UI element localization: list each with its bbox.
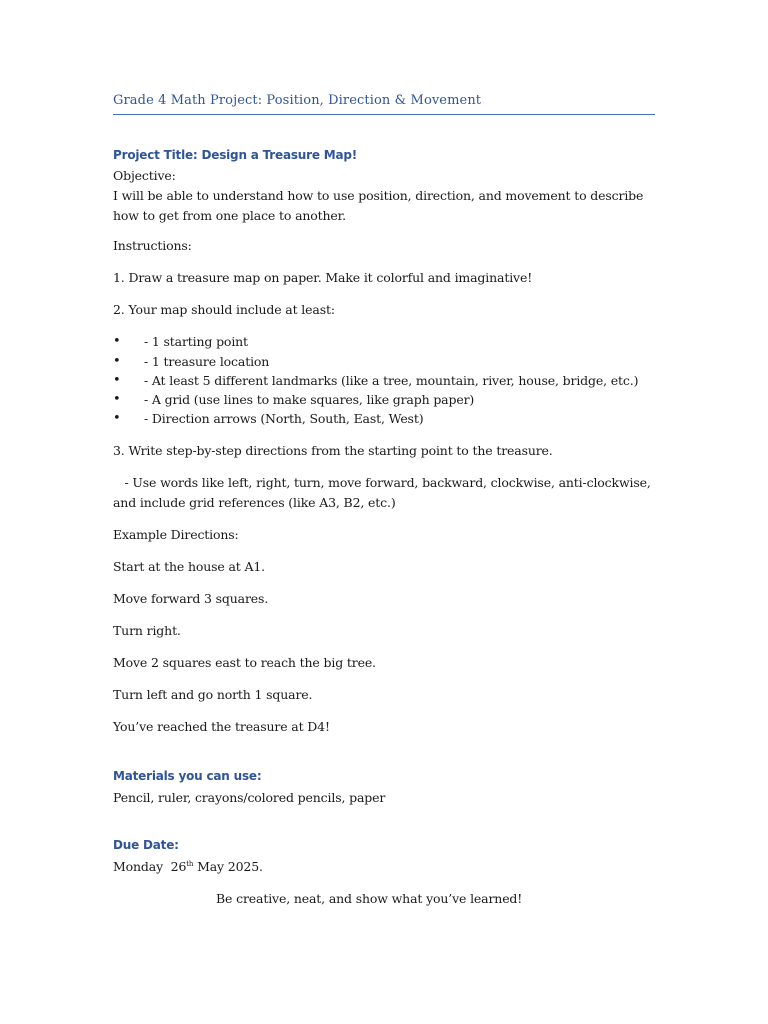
project-title-heading: Project Title: Design a Treasure Map! xyxy=(113,148,358,162)
step-1: 1. Draw a treasure map on paper. Make it colorful and imaginative! xyxy=(113,270,533,285)
bullet-item xyxy=(113,352,658,371)
bullet-item xyxy=(113,371,658,390)
example-step: You’ve reached the treasure at D4! xyxy=(113,719,330,734)
example-step: Move 2 squares east to reach the big tree. xyxy=(113,655,376,670)
materials-heading: Materials you can use: xyxy=(113,769,262,783)
document-title: Grade 4 Math Project: Position, Direction & Movement xyxy=(113,93,482,108)
instructions-label: Instructions: xyxy=(113,238,192,253)
due-date-heading: Due Date: xyxy=(113,838,179,852)
bullet-text: - A grid (use lines to make squares, like graph paper) xyxy=(144,392,475,407)
materials-text: Pencil, ruler, crayons/colored pencils, paper xyxy=(113,790,386,805)
bullet-text: - Direction arrows (North, South, East, West) xyxy=(144,411,424,426)
step-3-note: - Use words like left, right, turn, move forward, backward, clockwise, anti-clockwise, and include grid references (like A3, B2, etc.) xyxy=(113,475,655,510)
bullet-item xyxy=(113,409,658,428)
bullet-text: - 1 starting point xyxy=(144,334,248,349)
closing-message: Be creative, neat, and show what you’ve learned! xyxy=(216,891,523,906)
example-step: Turn left and go north 1 square. xyxy=(113,687,313,702)
bullet-item xyxy=(113,390,658,409)
step-3: 3. Write step-by-step directions from the starting point to the treasure. xyxy=(113,443,553,458)
title-underline xyxy=(113,114,655,115)
due-date-day: Monday 26 xyxy=(113,859,187,874)
objective-text: I will be able to understand how to use position, direction, and movement to describe how to get from one place to another. xyxy=(113,188,644,223)
due-date-text xyxy=(113,857,263,876)
example-directions-label: Example Directions: xyxy=(113,527,239,542)
bullet-icon: • xyxy=(113,411,121,426)
bullet-icon: • xyxy=(113,334,121,349)
bullet-icon: • xyxy=(113,354,121,369)
due-date-rest: May 2025. xyxy=(193,859,263,874)
due-date-ordinal: th xyxy=(186,859,194,868)
bullet-text: - At least 5 different landmarks (like a tree, mountain, river, house, bridge, etc.) xyxy=(144,373,639,388)
bullet-item xyxy=(113,332,658,351)
bullet-text: - 1 treasure location xyxy=(144,354,270,369)
example-step: Start at the house at A1. xyxy=(113,559,265,574)
bullet-icon: • xyxy=(113,392,121,407)
step-2: 2. Your map should include at least: xyxy=(113,302,335,317)
example-step: Move forward 3 squares. xyxy=(113,591,269,606)
bullet-icon: • xyxy=(113,373,121,388)
objective-label: Objective: xyxy=(113,168,176,183)
example-step: Turn right. xyxy=(113,623,181,638)
